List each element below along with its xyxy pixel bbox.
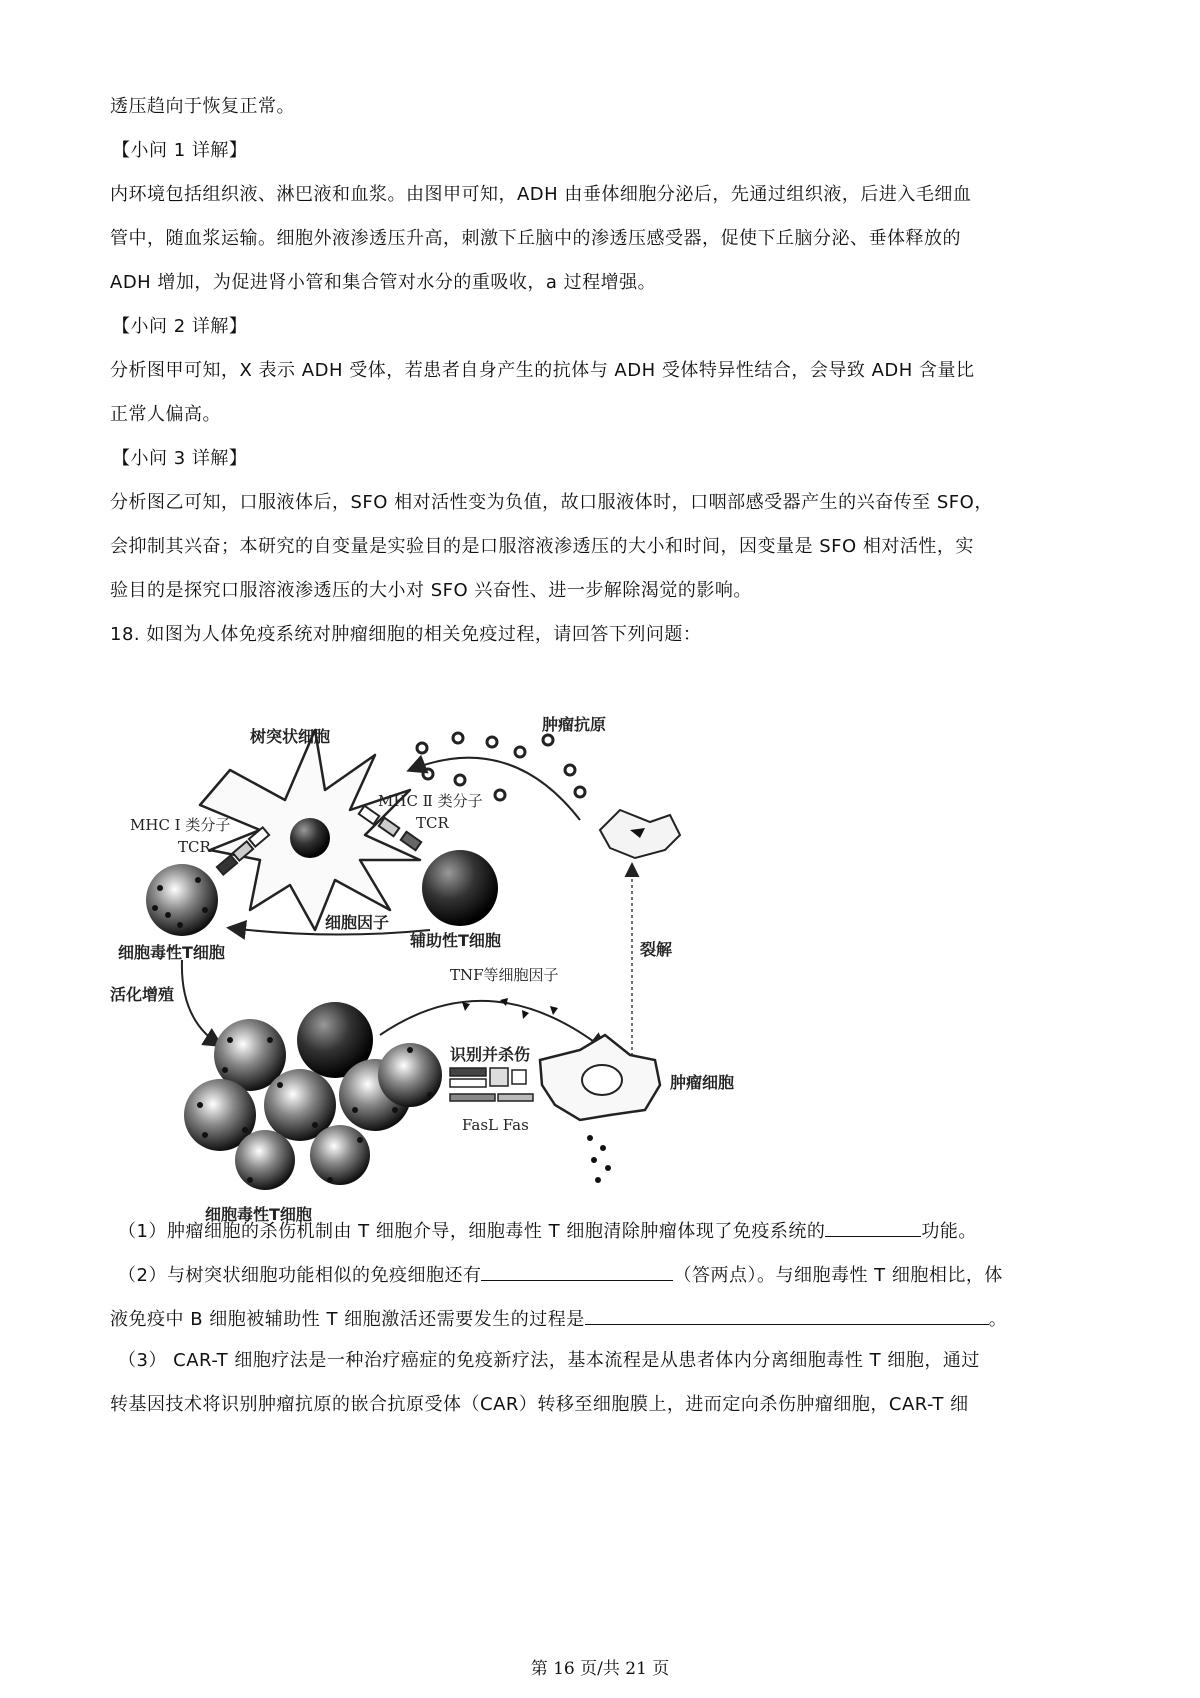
text-line: 内环境包括组织液、淋巴液和血浆。由图甲可知，ADH 由垂体细胞分泌后，先通过组织液，后进入毛细血 [110, 184, 972, 205]
subquestion-heading-3: 【小问 3 详解】 [112, 448, 248, 469]
page-footer: 第 16 页/共 21 页 [530, 1659, 670, 1679]
label-tumor-cell: 肿瘤细胞 [670, 1073, 735, 1092]
label-fasl-fas: FasL Fas [462, 1116, 529, 1134]
arrow-antigen-uptake [410, 758, 580, 820]
label-dendritic-cell: 树突状细胞 [250, 727, 331, 746]
fasl-fas-receptor [450, 1068, 533, 1101]
label-mhc2: MHC Ⅱ 类分子 [378, 792, 483, 810]
cytotoxic-t-cluster [184, 1002, 442, 1190]
question-2 [118, 1260, 1003, 1289]
immune-process-diagram [110, 710, 770, 1224]
q2-text: （2）与树突状细胞功能相似的免疫细胞还有 [118, 1265, 482, 1286]
label-tumor-antigen: 肿瘤抗原 [542, 715, 607, 734]
label-tcr-left: TCR [178, 838, 211, 856]
question-18-stem: 18. 如图为人体免疫系统对肿瘤细胞的相关免疫过程，请回答下列问题： [110, 624, 702, 645]
label-helper-t: 辅助性T细胞 [410, 931, 501, 950]
text-line: ADH 增加，为促进肾小管和集合管对水分的重吸收，a 过程增强。 [110, 272, 657, 293]
dendritic-nucleus [290, 818, 330, 858]
antigen-dots [417, 733, 585, 800]
label-tnf: TNF等细胞因子 [450, 966, 559, 984]
label-recognize-kill: 识别并杀伤 [450, 1045, 531, 1064]
label-cytokine: 细胞因子 [325, 913, 390, 932]
text-line: 会抑制其兴奋；本研究的自变量是实验目的是口服溶液渗透压的大小和时间，因变量是 SFO 相对活性，实 [110, 536, 974, 557]
arrow-tnf [380, 1001, 605, 1050]
text-line: 验目的是探究口服溶液渗透压的大小对 SFO 兴奋性、进一步解除渴觉的影响。 [110, 580, 752, 601]
label-tcr-right: TCR [416, 814, 449, 832]
text-line: 分析图甲可知，X 表示 ADH 受体，若患者自身产生的抗体与 ADH 受体特异性结合，会导致 ADH 含量比 [110, 360, 975, 381]
label-lysis: 裂解 [640, 940, 673, 959]
arrow-activation [182, 960, 220, 1045]
tumor-debris [587, 1135, 611, 1183]
text-line: 正常人偏高。 [110, 404, 221, 425]
q1-text-end: 功能。 [921, 1221, 977, 1242]
label-cytotoxic-t-top: 细胞毒性T细胞 [118, 943, 225, 962]
question-2-cont [110, 1304, 1007, 1333]
text-line: 管中，随血浆运输。细胞外液渗透压升高，刺激下丘脑中的渗透压感受器，促使下丘脑分泌、垂体释放的 [110, 228, 961, 249]
q1-text: （1）肿瘤细胞的杀伤机制由 T 细胞介导，细胞毒性 T 细胞清除肿瘤体现了免疫系统的 [118, 1221, 826, 1242]
answer-blank-3[interactable] [585, 1304, 989, 1325]
label-mhc1: MHC Ⅰ 类分子 [130, 816, 231, 834]
label-activation: 活化增殖 [110, 985, 175, 1004]
q2b-text: 液免疫中 B 细胞被辅助性 T 细胞激活还需要发生的过程是 [110, 1309, 585, 1330]
subquestion-heading-1: 【小问 1 详解】 [112, 140, 248, 161]
text-line: 分析图乙可知，口服液体后，SFO 相对活性变为负值，故口服液体时，口咽部感受器产生的兴奋传至 SFO， [110, 492, 993, 513]
question-3-cont: 转基因技术将识别肿瘤抗原的嵌合抗原受体（CAR）转移至细胞膜上，进而定向杀伤肿瘤细胞，CAR-T 细 [110, 1394, 969, 1415]
subquestion-heading-2: 【小问 2 详解】 [112, 316, 248, 337]
helper-t-cell [422, 850, 498, 926]
text-line: 透压趋向于恢复正常。 [110, 96, 295, 117]
question-3: （3） CAR-T 细胞疗法是一种治疗癌症的免疫新疗法，基本流程是从患者体内分离细胞毒性 T 细胞，通过 [118, 1350, 980, 1371]
answer-blank-1[interactable] [825, 1216, 921, 1237]
question-1 [118, 1216, 977, 1245]
label-cytotoxic-t-bottom: 细胞毒性T细胞 [205, 1205, 312, 1224]
q2b-text-end: 。 [988, 1309, 1008, 1330]
answer-blank-2[interactable] [481, 1260, 673, 1281]
q2-text-mid: （答两点）。与细胞毒性 T 细胞相比，体 [673, 1265, 1003, 1286]
